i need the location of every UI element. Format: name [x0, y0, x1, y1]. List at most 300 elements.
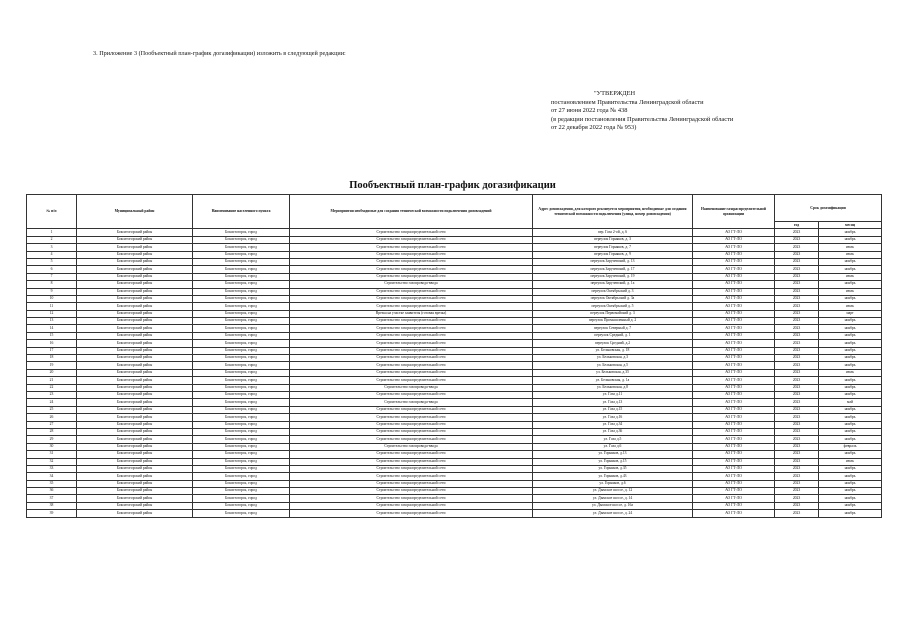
cell-district: Бокситогорский район [77, 480, 193, 487]
cell-settlement: Бокситогорск, город [193, 318, 290, 325]
cell-year: 2023 [775, 399, 819, 406]
cell-num: 20 [27, 369, 77, 376]
cell-address: ул. Газа д.13 [533, 399, 693, 406]
table-row [27, 399, 882, 406]
cell-year: 2023 [775, 510, 819, 517]
cell-address: переулок Заручевский, д. 19 [533, 273, 693, 280]
header-district: Муниципальный район [77, 195, 193, 229]
table-row [27, 406, 882, 413]
cell-month: ноябрь [819, 465, 882, 472]
cell-month: ноябрь [819, 488, 882, 495]
cell-address: ул. Дымское шоссе, д. 24 [533, 510, 693, 517]
cell-address: ул. Горняков, д.13 [533, 451, 693, 458]
cell-month: июль [819, 303, 882, 310]
cell-settlement: Бокситогорск, город [193, 428, 290, 435]
cell-activity: Врезка на участке заявителя (готовая врезка) [290, 310, 533, 317]
cell-num: 38 [27, 502, 77, 509]
cell-organization: АО ГТ-ЛО [693, 473, 775, 480]
cell-month: ноябрь [819, 473, 882, 480]
cell-num: 21 [27, 377, 77, 384]
cell-activity: Строительство газораспределительной сети [290, 340, 533, 347]
table-row [27, 251, 882, 258]
cell-activity: Строительство газораспределительной сети [290, 273, 533, 280]
cell-settlement: Бокситогорск, город [193, 406, 290, 413]
cell-num: 11 [27, 303, 77, 310]
header-activity: Мероприятия необходимые для создания технической возможности подключения домовладений [290, 195, 533, 229]
cell-activity: Строительство газораспределительной сети [290, 451, 533, 458]
cell-settlement: Бокситогорск, город [193, 495, 290, 502]
cell-district: Бокситогорский район [77, 502, 193, 509]
cell-month: ноябрь [819, 355, 882, 362]
cell-address: ул. Дымское шоссе, д. 14 [533, 495, 693, 502]
cell-settlement: Бокситогорск, город [193, 377, 290, 384]
cell-address: переулок Горняков, д. 9 [533, 251, 693, 258]
cell-district: Бокситогорский район [77, 303, 193, 310]
cell-activity: Строительство газораспределительной сети [290, 391, 533, 398]
cell-organization: АО ГТ-ЛО [693, 266, 775, 273]
cell-settlement: Бокситогорск, город [193, 473, 290, 480]
cell-year: 2023 [775, 332, 819, 339]
cell-num: 19 [27, 362, 77, 369]
cell-settlement: Бокситогорск, город [193, 266, 290, 273]
cell-settlement: Бокситогорск, город [193, 236, 290, 243]
cell-num: 12 [27, 310, 77, 317]
approval-line: "УТВЕРЖДЕН [594, 90, 636, 97]
cell-year: 2023 [775, 451, 819, 458]
cell-district: Бокситогорский район [77, 310, 193, 317]
cell-district: Бокситогорский район [77, 266, 193, 273]
table-row [27, 332, 882, 339]
table-row [27, 347, 882, 354]
cell-activity: Строительство газораспределительной сети [290, 236, 533, 243]
cell-year: 2023 [775, 340, 819, 347]
cell-num: 1 [27, 229, 77, 236]
cell-district: Бокситогорский район [77, 318, 193, 325]
gasification-schedule-table [26, 194, 882, 518]
cell-organization: АО ГТ-ЛО [693, 288, 775, 295]
table-row [27, 443, 882, 450]
cell-year: 2023 [775, 391, 819, 398]
cell-address: переулок Октябрьский д. 3а [533, 295, 693, 302]
cell-month: июль [819, 369, 882, 376]
cell-district: Бокситогорский район [77, 510, 193, 517]
cell-organization: АО ГТ-ЛО [693, 362, 775, 369]
approval-line: постановлением Правительства Ленинградской области [551, 98, 704, 106]
cell-num: 10 [27, 295, 77, 302]
cell-num: 26 [27, 414, 77, 421]
cell-month: ноябрь [819, 384, 882, 391]
cell-address: переулок Заручевский, д. 13 [533, 258, 693, 265]
cell-year: 2023 [775, 436, 819, 443]
cell-district: Бокситогорский район [77, 281, 193, 288]
cell-month: ноябрь [819, 502, 882, 509]
cell-month: ноябрь [819, 480, 882, 487]
cell-num: 31 [27, 451, 77, 458]
cell-num: 39 [27, 510, 77, 517]
cell-activity: Строительство газораспределительной сети [290, 325, 533, 332]
cell-month: ноябрь [819, 325, 882, 332]
table-row [27, 340, 882, 347]
cell-num: 34 [27, 473, 77, 480]
table-row [27, 377, 882, 384]
table-row [27, 488, 882, 495]
cell-activity: Строительство газораспределительной сети [290, 502, 533, 509]
cell-year: 2023 [775, 458, 819, 465]
cell-month: ноябрь [819, 281, 882, 288]
cell-district: Бокситогорский район [77, 495, 193, 502]
cell-num: 15 [27, 332, 77, 339]
document-title: Пообъектный план-график догазификации [349, 180, 556, 191]
cell-activity: Строительство газораспределительной сети [290, 510, 533, 517]
table-row [27, 421, 882, 428]
cell-year: 2023 [775, 428, 819, 435]
cell-activity: Строительство газораспределительной сети [290, 355, 533, 362]
cell-district: Бокситогорский район [77, 295, 193, 302]
cell-organization: АО ГТ-ЛО [693, 325, 775, 332]
cell-activity: Строительство газораспределительной сети [290, 295, 533, 302]
cell-year: 2023 [775, 244, 819, 251]
cell-organization: АО ГТ-ЛО [693, 258, 775, 265]
header-deadline: Срок догазификации [775, 195, 882, 222]
header-organization: Наименование газораспределительной организации [693, 195, 775, 229]
cell-settlement: Бокситогорск, город [193, 436, 290, 443]
cell-num: 7 [27, 273, 77, 280]
cell-num: 6 [27, 266, 77, 273]
table-row [27, 369, 882, 376]
cell-address: ул. Дымское шоссе, д. 16а [533, 502, 693, 509]
cell-year: 2023 [775, 258, 819, 265]
cell-year: 2023 [775, 443, 819, 450]
header-month: месяц [819, 222, 882, 229]
cell-year: 2023 [775, 384, 819, 391]
cell-address: переулок Горняков, д. 7 [533, 244, 693, 251]
table-row [27, 310, 882, 317]
cell-organization: АО ГТ-ЛО [693, 451, 775, 458]
cell-settlement: Бокситогорск, город [193, 251, 290, 258]
cell-activity: Строительство газораспределительной сети [290, 303, 533, 310]
cell-district: Бокситогорский район [77, 244, 193, 251]
cell-district: Бокситогорский район [77, 362, 193, 369]
cell-address: ул. Бельковская, д.3 [533, 355, 693, 362]
cell-year: 2023 [775, 325, 819, 332]
cell-activity: Строительство газораспределительной сети [290, 362, 533, 369]
cell-settlement: Бокситогорск, город [193, 325, 290, 332]
table-row [27, 436, 882, 443]
cell-month: ноябрь [819, 236, 882, 243]
cell-year: 2023 [775, 266, 819, 273]
cell-district: Бокситогорский район [77, 421, 193, 428]
cell-activity: Строительство газораспределительной сети [290, 332, 533, 339]
cell-address: ул. Газа д.6 [533, 443, 693, 450]
cell-month: ноябрь [819, 266, 882, 273]
cell-num: 32 [27, 458, 77, 465]
header-year: год [775, 222, 819, 229]
cell-organization: АО ГТ-ЛО [693, 406, 775, 413]
cell-month: ноябрь [819, 347, 882, 354]
table-row [27, 266, 882, 273]
cell-num: 9 [27, 288, 77, 295]
cell-month: ноябрь [819, 229, 882, 236]
cell-activity: Строительство газораспределительной сети [290, 436, 533, 443]
cell-district: Бокситогорский район [77, 488, 193, 495]
table-row [27, 362, 882, 369]
cell-address: ул. Горняков, д.15 [533, 458, 693, 465]
cell-organization: АО ГТ-ЛО [693, 303, 775, 310]
cell-district: Бокситогорский район [77, 347, 193, 354]
intro-paragraph: 3. Приложение 3 (Пообъектный план-график догазификации) изложить в следующей редакции: [93, 50, 346, 57]
cell-month: февраль [819, 443, 882, 450]
cell-num: 5 [27, 258, 77, 265]
cell-activity: Строительство газораспределительной сети [290, 488, 533, 495]
cell-district: Бокситогорский район [77, 229, 193, 236]
cell-num: 30 [27, 443, 77, 450]
cell-settlement: Бокситогорск, город [193, 244, 290, 251]
cell-settlement: Бокситогорск, город [193, 391, 290, 398]
cell-settlement: Бокситогорск, город [193, 355, 290, 362]
table-row [27, 229, 882, 236]
cell-settlement: Бокситогорск, город [193, 369, 290, 376]
cell-activity: Строительство газораспределительной сети [290, 414, 533, 421]
cell-address: переулок Октябрьский д. 3 [533, 288, 693, 295]
cell-organization: АО ГТ-ЛО [693, 399, 775, 406]
cell-year: 2023 [775, 465, 819, 472]
cell-settlement: Бокситогорск, город [193, 399, 290, 406]
header-address: Адрес домовладения, для которого реализуется мероприятия, необходимые для создания технической возможности подключения (улица, номер домовладения) [533, 195, 693, 229]
cell-organization: АО ГТ-ЛО [693, 458, 775, 465]
cell-organization: АО ГТ-ЛО [693, 436, 775, 443]
cell-organization: АО ГТ-ЛО [693, 502, 775, 509]
cell-organization: АО ГТ-ЛО [693, 340, 775, 347]
cell-year: 2023 [775, 236, 819, 243]
cell-year: 2023 [775, 295, 819, 302]
cell-activity: Строительство газопровода-ввода [290, 281, 533, 288]
cell-address: ул. Газа д.15 [533, 406, 693, 413]
cell-district: Бокситогорский район [77, 340, 193, 347]
cell-activity: Строительство газопровода-ввода [290, 443, 533, 450]
cell-year: 2023 [775, 251, 819, 258]
cell-num: 3 [27, 244, 77, 251]
cell-settlement: Бокситогорск, город [193, 421, 290, 428]
cell-settlement: Бокситогорск, город [193, 229, 290, 236]
cell-month: ноябрь [819, 295, 882, 302]
cell-settlement: Бокситогорск, город [193, 347, 290, 354]
table-row [27, 495, 882, 502]
cell-month: ноябрь [819, 436, 882, 443]
cell-district: Бокситогорский район [77, 236, 193, 243]
cell-month: июль [819, 251, 882, 258]
cell-num: 8 [27, 281, 77, 288]
cell-activity: Строительство газораспределительной сети [290, 288, 533, 295]
cell-organization: АО ГТ-ЛО [693, 332, 775, 339]
cell-organization: АО ГТ-ЛО [693, 310, 775, 317]
cell-organization: АО ГТ-ЛО [693, 377, 775, 384]
table-row [27, 295, 882, 302]
cell-year: 2023 [775, 303, 819, 310]
cell-district: Бокситогорский район [77, 251, 193, 258]
cell-organization: АО ГТ-ЛО [693, 428, 775, 435]
cell-num: 36 [27, 488, 77, 495]
cell-month: июль [819, 273, 882, 280]
cell-num: 37 [27, 495, 77, 502]
cell-month: ноябрь [819, 340, 882, 347]
cell-address: пер. Газа 2-ой, д. 6 [533, 229, 693, 236]
cell-activity: Строительство газораспределительной сети [290, 421, 533, 428]
cell-organization: АО ГТ-ЛО [693, 384, 775, 391]
cell-year: 2023 [775, 273, 819, 280]
cell-settlement: Бокситогорск, город [193, 288, 290, 295]
cell-organization: АО ГТ-ЛО [693, 495, 775, 502]
cell-settlement: Бокситогорск, город [193, 303, 290, 310]
cell-year: 2023 [775, 355, 819, 362]
cell-activity: Строительство газораспределительной сети [290, 266, 533, 273]
cell-address: ул. Бельковская, д. 1а [533, 377, 693, 384]
cell-address: ул. Газа д.34 [533, 421, 693, 428]
cell-year: 2023 [775, 229, 819, 236]
table-row [27, 303, 882, 310]
cell-settlement: Бокситогорск, город [193, 295, 290, 302]
cell-settlement: Бокситогорск, город [193, 443, 290, 450]
cell-district: Бокситогорский район [77, 473, 193, 480]
cell-settlement: Бокситогорск, город [193, 281, 290, 288]
cell-num: 13 [27, 318, 77, 325]
cell-year: 2023 [775, 480, 819, 487]
cell-address: переулок Северный д. 7 [533, 325, 693, 332]
header-settlement: Наименование населенного пункта [193, 195, 290, 229]
cell-address: ул. Бельковская, д.5 [533, 362, 693, 369]
cell-year: 2023 [775, 473, 819, 480]
cell-organization: АО ГТ-ЛО [693, 295, 775, 302]
cell-organization: АО ГТ-ЛО [693, 414, 775, 421]
approval-line: от 27 июня 2022 года № 438 [551, 107, 628, 115]
cell-num: 4 [27, 251, 77, 258]
cell-month: июль [819, 244, 882, 251]
cell-address: переулок Первомайский д. 3 [533, 310, 693, 317]
cell-settlement: Бокситогорск, город [193, 458, 290, 465]
cell-year: 2023 [775, 488, 819, 495]
cell-year: 2023 [775, 281, 819, 288]
table-row [27, 384, 882, 391]
table-row [27, 273, 882, 280]
cell-month: ноябрь [819, 391, 882, 398]
cell-district: Бокситогорский район [77, 332, 193, 339]
cell-organization: АО ГТ-ЛО [693, 244, 775, 251]
cell-activity: Строительство газораспределительной сети [290, 244, 533, 251]
cell-organization: АО ГТ-ЛО [693, 236, 775, 243]
cell-address: ул. Дымское шоссе, д. 12 [533, 488, 693, 495]
cell-num: 16 [27, 340, 77, 347]
cell-organization: АО ГТ-ЛО [693, 488, 775, 495]
cell-activity: Строительство газораспределительной сети [290, 377, 533, 384]
cell-year: 2023 [775, 421, 819, 428]
cell-month: июль [819, 458, 882, 465]
cell-district: Бокситогорский район [77, 273, 193, 280]
table-row [27, 258, 882, 265]
cell-organization: АО ГТ-ЛО [693, 421, 775, 428]
cell-organization: АО ГТ-ЛО [693, 281, 775, 288]
cell-year: 2023 [775, 502, 819, 509]
cell-address: ул. Газа д.11 [533, 391, 693, 398]
cell-num: 17 [27, 347, 77, 354]
cell-month: ноябрь [819, 258, 882, 265]
header-num: № п/п [27, 195, 77, 229]
cell-settlement: Бокситогорск, город [193, 510, 290, 517]
table-row [27, 480, 882, 487]
cell-month: ноябрь [819, 332, 882, 339]
cell-district: Бокситогорский район [77, 465, 193, 472]
table-row [27, 428, 882, 435]
cell-month: июль [819, 288, 882, 295]
cell-activity: Строительство газораспределительной сети [290, 465, 533, 472]
cell-district: Бокситогорский район [77, 414, 193, 421]
cell-address: переулок Горняков, д. 3 [533, 236, 693, 243]
cell-activity: Строительство газораспределительной сети [290, 495, 533, 502]
cell-district: Бокситогорский район [77, 406, 193, 413]
cell-address: переулок Заручевский, д. 17 [533, 266, 693, 273]
cell-address: переулок Средний, д. 1 [533, 332, 693, 339]
cell-month: ноябрь [819, 406, 882, 413]
cell-year: 2023 [775, 414, 819, 421]
cell-settlement: Бокситогорск, город [193, 340, 290, 347]
table-row [27, 325, 882, 332]
cell-address: ул. Бельковская, д.35 [533, 369, 693, 376]
cell-num: 35 [27, 480, 77, 487]
cell-num: 23 [27, 391, 77, 398]
approval-line: (в редакции постановления Правительства Ленинградской области [551, 115, 734, 123]
cell-month: ноябрь [819, 510, 882, 517]
cell-month: ноябрь [819, 362, 882, 369]
cell-year: 2023 [775, 347, 819, 354]
cell-district: Бокситогорский район [77, 258, 193, 265]
cell-address: переулок Промышленный д. 2 [533, 318, 693, 325]
cell-month: ноябрь [819, 318, 882, 325]
cell-address: ул. Бельковская, д.8 [533, 384, 693, 391]
cell-address: ул. Газа д.16 [533, 414, 693, 421]
table-row [27, 414, 882, 421]
table-row [27, 288, 882, 295]
cell-district: Бокситогорский район [77, 384, 193, 391]
cell-organization: АО ГТ-ЛО [693, 480, 775, 487]
cell-activity: Строительство газораспределительной сети [290, 251, 533, 258]
cell-num: 29 [27, 436, 77, 443]
cell-district: Бокситогорский район [77, 391, 193, 398]
cell-district: Бокситогорский район [77, 451, 193, 458]
cell-activity: Строительство газораспределительной сети [290, 406, 533, 413]
cell-num: 18 [27, 355, 77, 362]
cell-settlement: Бокситогорск, город [193, 258, 290, 265]
cell-organization: АО ГТ-ЛО [693, 391, 775, 398]
cell-district: Бокситогорский район [77, 369, 193, 376]
cell-activity: Строительство газораспределительной сети [290, 458, 533, 465]
cell-year: 2023 [775, 369, 819, 376]
cell-activity: Строительство газораспределительной сети [290, 318, 533, 325]
table-row [27, 318, 882, 325]
cell-settlement: Бокситогорск, город [193, 273, 290, 280]
cell-year: 2023 [775, 318, 819, 325]
cell-settlement: Бокситогорск, город [193, 310, 290, 317]
approval-block [551, 90, 733, 133]
table-row [27, 465, 882, 472]
cell-num: 22 [27, 384, 77, 391]
cell-settlement: Бокситогорск, город [193, 414, 290, 421]
cell-num: 27 [27, 421, 77, 428]
table-row [27, 244, 882, 251]
table-row [27, 502, 882, 509]
table-row [27, 281, 882, 288]
cell-organization: АО ГТ-ЛО [693, 465, 775, 472]
cell-organization: АО ГТ-ЛО [693, 355, 775, 362]
cell-organization: АО ГТ-ЛО [693, 229, 775, 236]
cell-organization: АО ГТ-ЛО [693, 443, 775, 450]
